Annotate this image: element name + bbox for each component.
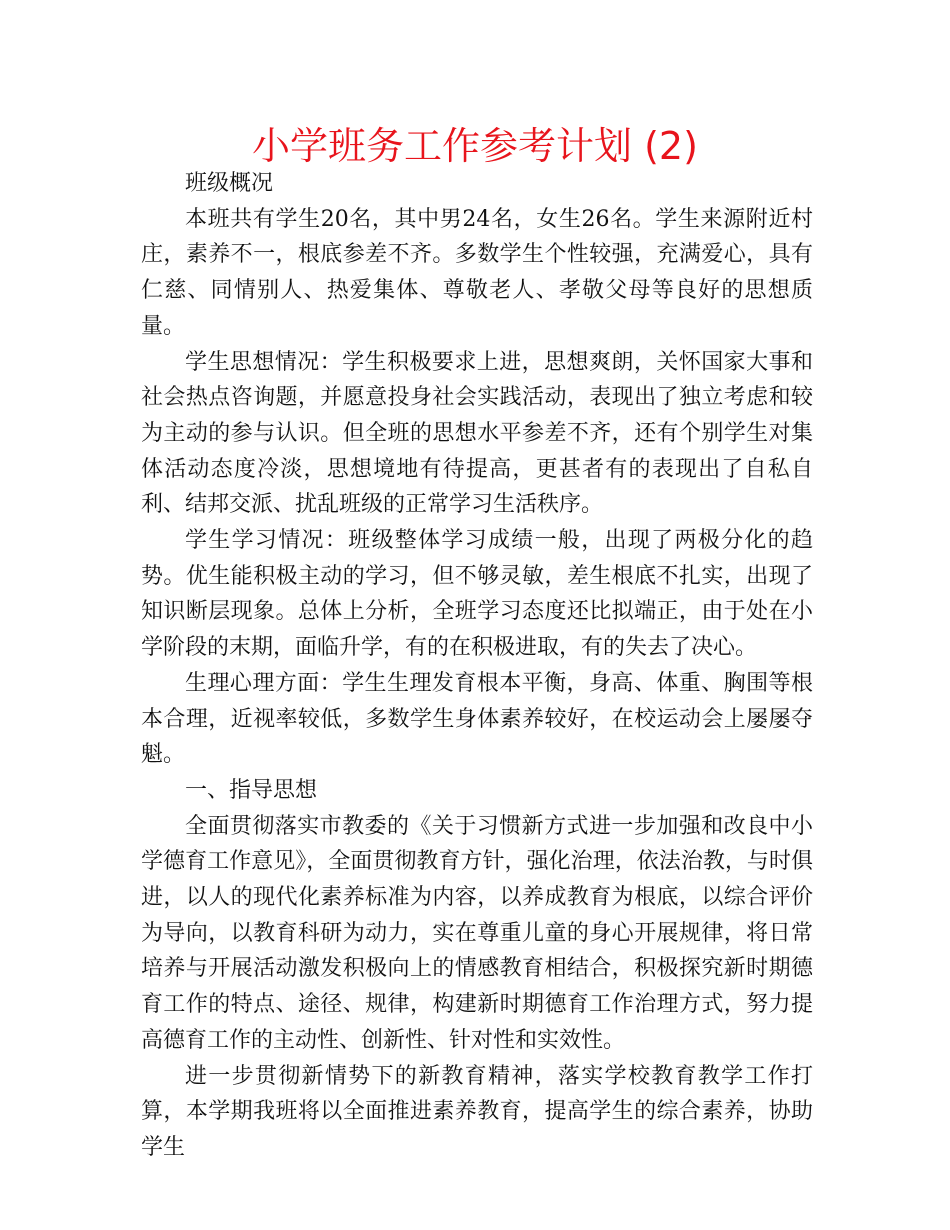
paragraph-student-study: 学生学习情况：班级整体学习成绩一般，出现了两极分化的趋势。优生能积极主动的学习，但不够灵敏，差生根底不扎实，出现了知识断层现象。总体上分析，全班学习态度还比拟端正，由于处在小学阶段的末期，面临升学，有的在积极进取，有的失去了决心。 bbox=[141, 528, 813, 661]
document-body bbox=[141, 166, 813, 1166]
paragraph-guiding-ideology: 全面贯彻落实市教委的《关于习惯新方式进一步加强和改良中小学德育工作意见》，全面贯彻教育方针，强化治理，依法治教，与时俱进，以人的现代化素养标准为内容，以养成教育为根底，以综合评价为导向，以教育科研为动力，实在尊重儿童的身心开展规律，将日常培养与开展活动激发积极向上的情感教育相结合，积极探究新时期德育工作的特点、途径、规律，构建新时期德育工作治理方式，努力提高德育工作的主动性、创新性、针对性和实效性。 bbox=[141, 813, 813, 1053]
paragraph-further-implementation: 进一步贯彻新情势下的新教育精神，落实学校教育教学工作打算，本学期我班将以全面推进素养教育，提高学生的综合素养，协助学生 bbox=[141, 1063, 813, 1160]
paragraph-class-composition: 本班共有学生20名，其中男24名，女生26名。学生来源附近村庄，素养不一，根底参差不齐。多数学生个性较强，充满爱心，具有仁慈、同情别人、热爱集体、尊敬老人、孝敬父母等良好的思想质量。 bbox=[141, 206, 813, 339]
document-title: 小学班务工作参考计划 (2) bbox=[252, 124, 698, 168]
section-heading-class-overview: 班级概况 bbox=[185, 171, 274, 196]
paragraph-student-thought: 学生思想情况：学生积极要求上进，思想爽朗，关怀国家大事和社会热点咨询题，并愿意投身社会实践活动，表现出了独立考虑和较为主动的参与认识。但全班的思想水平参差不齐，还有个别学生对集体活动态度冷淡，思想境地有待提高，更甚者有的表现出了自私自利、结邦交派、扰乱班级的正常学习生活秩序。 bbox=[141, 349, 813, 518]
paragraph-physiology-psychology: 生理心理方面：学生生理发育根本平衡，身高、体重、胸围等根本合理，近视率较低，多数学生身体素养较好，在校运动会上屡屡夺魁。 bbox=[141, 670, 813, 768]
section-heading-guiding-ideology: 一、指导思想 bbox=[185, 777, 318, 803]
